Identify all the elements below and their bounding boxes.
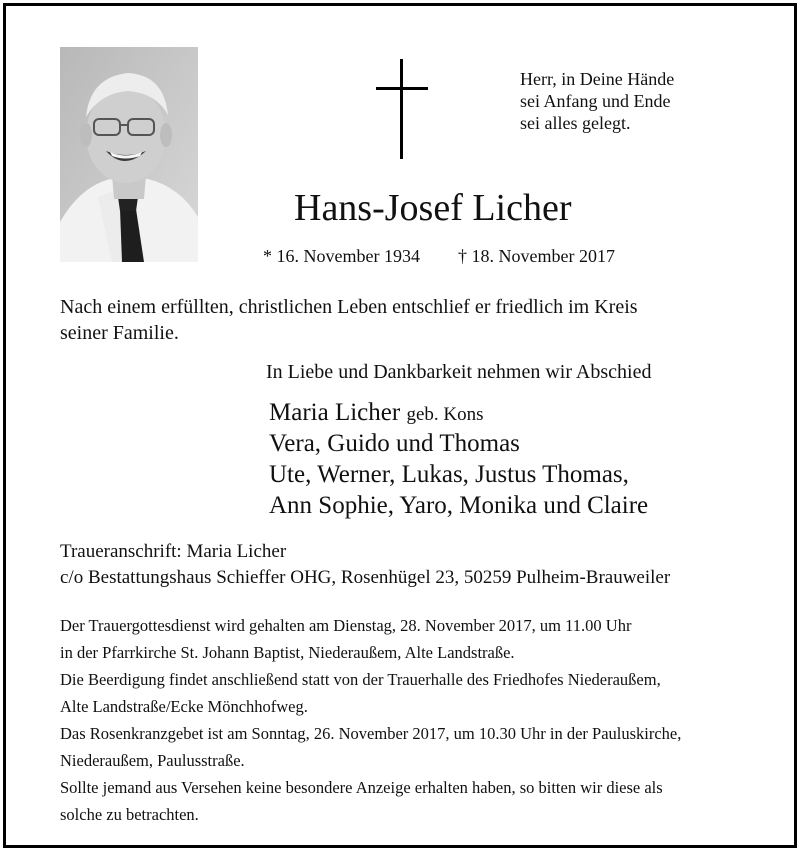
verse-line: sei Anfang und Ende (520, 91, 671, 111)
intro-line: Nach einem erfüllten, christlichen Leben entschlief er friedlich im Kreis (60, 296, 638, 318)
info-line: Sollte jemand aus Versehen keine besondere Anzeige erhalten haben, so bitten wir diese als (60, 778, 663, 797)
info-line: Die Beerdigung findet anschließend statt von der Trauerhalle des Friedhofes Niederaußem, (60, 670, 661, 689)
mourning-address-title: Traueranschrift: Maria Licher (60, 541, 287, 562)
birth-date: * 16. November 1934 (263, 246, 420, 266)
death-date: † 18. November 2017 (458, 246, 615, 266)
family-member-line (269, 399, 484, 427)
intro-text (60, 294, 638, 346)
info-line: in der Pfarrkirche St. Johann Baptist, Niederaußem, Alte Landstraße. (60, 643, 515, 662)
farewell-line: In Liebe und Dankbarkeit nehmen wir Abschied (266, 361, 652, 383)
info-line: Der Trauergottesdienst wird gehalten am Dienstag, 28. November 2017, um 11.00 Uhr (60, 616, 632, 635)
bible-verse (520, 68, 674, 134)
obituary-notice (3, 3, 797, 848)
info-line: solche zu betrachten. (60, 805, 199, 824)
verse-line: Herr, in Deine Hände (520, 69, 675, 89)
mourning-address: c/o Bestattungshaus Schieffer OHG, Rosenhügel 23, 50259 Pulheim-Brauweiler (60, 567, 671, 588)
info-line: Alte Landstraße/Ecke Mönchhofweg. (60, 697, 308, 716)
family-member-line: Ute, Werner, Lukas, Justus Thomas, (269, 461, 629, 488)
maiden-name: geb. Kons (406, 404, 484, 425)
portrait-photo (60, 47, 198, 262)
info-line: Niederaußem, Paulusstraße. (60, 751, 245, 770)
family-name: Maria Licher (269, 399, 401, 426)
family-member-line: Vera, Guido und Thomas (269, 430, 520, 457)
service-info (60, 612, 681, 828)
family-member-line: Ann Sophie, Yaro, Monika und Claire (269, 492, 649, 519)
cross-icon (376, 59, 428, 159)
deceased-name: Hans-Josef Licher (294, 187, 572, 229)
verse-line: sei alles gelegt. (520, 113, 631, 133)
intro-line: seiner Familie. (60, 322, 179, 344)
info-line: Das Rosenkranzgebet ist am Sonntag, 26. November 2017, um 10.30 Uhr in der Pauluskirche, (60, 724, 682, 743)
